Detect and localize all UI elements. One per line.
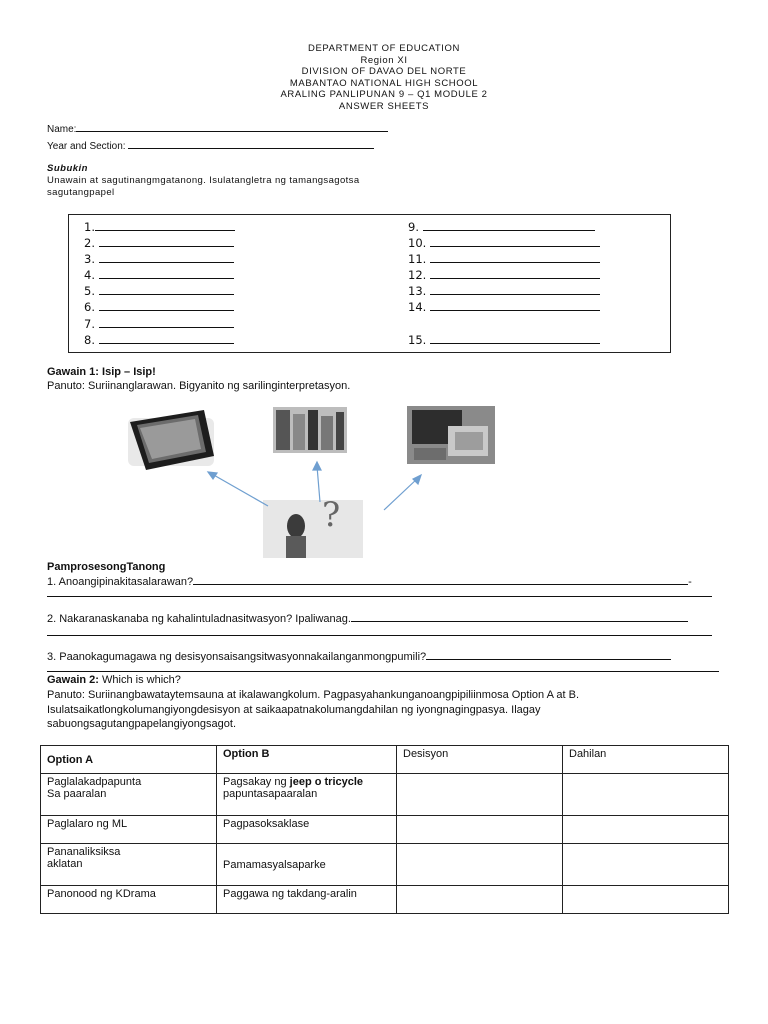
answer-3-line-2[interactable] xyxy=(47,671,719,672)
question-3: 3. Paanokagumagawa ng desisyonsaisangsitwasyonnakailanganmongpumili? xyxy=(47,650,671,663)
header-dahilan: Dahilan xyxy=(563,746,729,774)
option-b-cell: Paggawa ng takdang-aralin xyxy=(217,886,397,914)
answer-3-line[interactable] xyxy=(426,650,671,660)
question-1: 1. Anoangipinakitasalarawan? - xyxy=(47,576,692,588)
document-header xyxy=(0,43,768,112)
gawain2-subtitle: Which is which? xyxy=(102,674,181,686)
answer-line[interactable]: 14. xyxy=(408,299,600,315)
option-a-cell: Paglalakadpapunta Sa paaralan xyxy=(41,774,217,816)
header-line-subject: ARALING PANLIPUNAN 9 – Q1 MODULE 2 xyxy=(280,89,488,100)
name-field[interactable] xyxy=(76,122,388,132)
gawain2-instructions: Panuto: Suriinangbawataytemsauna at ikalawangkolum. Pagpasyahankunganoangpipiliinmosa Option A at B. Isulatsaikatlongkolumangiyongdesisyon at saikaapatnakolumangdahilan ng iyongnagingpasya. Ilagay sabuongsagutangpapelangiyongsagot. xyxy=(47,689,580,730)
subukin-instruction-2: sagutangpapel xyxy=(47,187,115,198)
laptop-money-image xyxy=(407,406,495,464)
answer-line[interactable]: 5. xyxy=(84,283,235,299)
question-mark: ? xyxy=(322,495,341,535)
questions-title: PamprosesongTanong xyxy=(47,561,166,573)
clothing-store-image xyxy=(273,407,347,453)
answer-column-left xyxy=(84,219,235,348)
section-row xyxy=(47,139,374,152)
option-b-cell: Pagsakay ng jeep o tricycle papuntasapaaralan xyxy=(217,774,397,816)
table-row xyxy=(41,886,729,914)
table-row xyxy=(41,844,729,886)
dahilan-cell[interactable] xyxy=(563,774,729,816)
header-line-region: Region XI xyxy=(360,54,408,66)
header-line-department: DEPARTMENT OF EDUCATION xyxy=(308,43,460,54)
section-label: Year and Section: xyxy=(47,141,126,152)
option-a-cell: Paglalaro ng ML xyxy=(41,816,217,844)
header-line-title: ANSWER SHEETS xyxy=(338,100,430,112)
answer-line[interactable]: 8. xyxy=(84,332,235,348)
thinking-person-image xyxy=(263,500,363,558)
desisyon-cell[interactable] xyxy=(397,816,563,844)
answer-line[interactable]: 6. xyxy=(84,299,235,315)
dahilan-cell[interactable] xyxy=(563,886,729,914)
answer-line[interactable]: 7. xyxy=(84,316,235,332)
gawain1-instruction: Panuto: Suriinanglarawan. Bigyanito ng sarilinginterpretasyon. xyxy=(47,380,351,392)
answer-column-right xyxy=(408,219,600,348)
option-a-cell: Panonood ng KDrama xyxy=(41,886,217,914)
table-row xyxy=(41,774,729,816)
answer-1-line[interactable] xyxy=(193,575,688,585)
header-option-b: Option B xyxy=(217,746,397,774)
answer-line[interactable]: 1. xyxy=(84,219,235,235)
option-b-cell: Pamamasyalsaparke xyxy=(217,844,397,886)
answer-line[interactable]: 2. xyxy=(84,235,235,251)
answer-line[interactable]: 13. xyxy=(408,283,600,299)
gawain1-images xyxy=(0,400,768,560)
desisyon-cell[interactable] xyxy=(397,774,563,816)
desisyon-cell[interactable] xyxy=(397,844,563,886)
table-row xyxy=(41,816,729,844)
subukin-instruction-1: Unawain at sagutinangmgatanong. Isulatangletra ng tamangsagotsa xyxy=(47,175,360,186)
gawain2-title: Gawain 2: xyxy=(47,674,99,686)
answer-2-line[interactable] xyxy=(351,612,688,622)
answer-line[interactable]: 9. xyxy=(408,219,600,235)
name-row xyxy=(47,122,388,135)
options-table xyxy=(40,745,729,914)
answer-line[interactable]: 4. xyxy=(84,267,235,283)
answer-2-line-2[interactable] xyxy=(47,635,712,636)
gawain1-title: Gawain 1: Isip – Isip! xyxy=(47,366,156,378)
question-2: 2. Nakaranaskanaba ng kahalintuladnasitwasyon? Ipaliwanag. xyxy=(47,612,688,625)
section-field[interactable] xyxy=(128,139,374,149)
smartphone-image xyxy=(128,410,214,470)
option-b-cell: Pagpasoksaklase xyxy=(217,816,397,844)
option-a-cell: Pananaliksiksa aklatan xyxy=(41,844,217,886)
answer-line[interactable]: 11. xyxy=(408,251,600,267)
name-label: Name: xyxy=(47,124,77,135)
subukin-title: Subukin xyxy=(47,163,88,174)
answer-1-line-2[interactable] xyxy=(47,596,712,597)
header-line-school: MABANTAO NATIONAL HIGH SCHOOL xyxy=(289,77,479,89)
dahilan-cell[interactable] xyxy=(563,816,729,844)
dahilan-cell[interactable] xyxy=(563,844,729,886)
table-header-row xyxy=(41,746,729,774)
answer-line[interactable]: 15. xyxy=(408,332,600,348)
answer-line[interactable]: 12. xyxy=(408,267,600,283)
gawain2-heading xyxy=(47,674,181,686)
header-option-a: Option A xyxy=(41,746,217,774)
header-line-division: DIVISION OF DAVAO DEL NORTE xyxy=(301,66,467,77)
answer-line[interactable]: 3. xyxy=(84,251,235,267)
desisyon-cell[interactable] xyxy=(397,886,563,914)
answer-line[interactable]: 10. xyxy=(408,235,600,251)
header-desisyon: Desisyon xyxy=(397,746,563,774)
